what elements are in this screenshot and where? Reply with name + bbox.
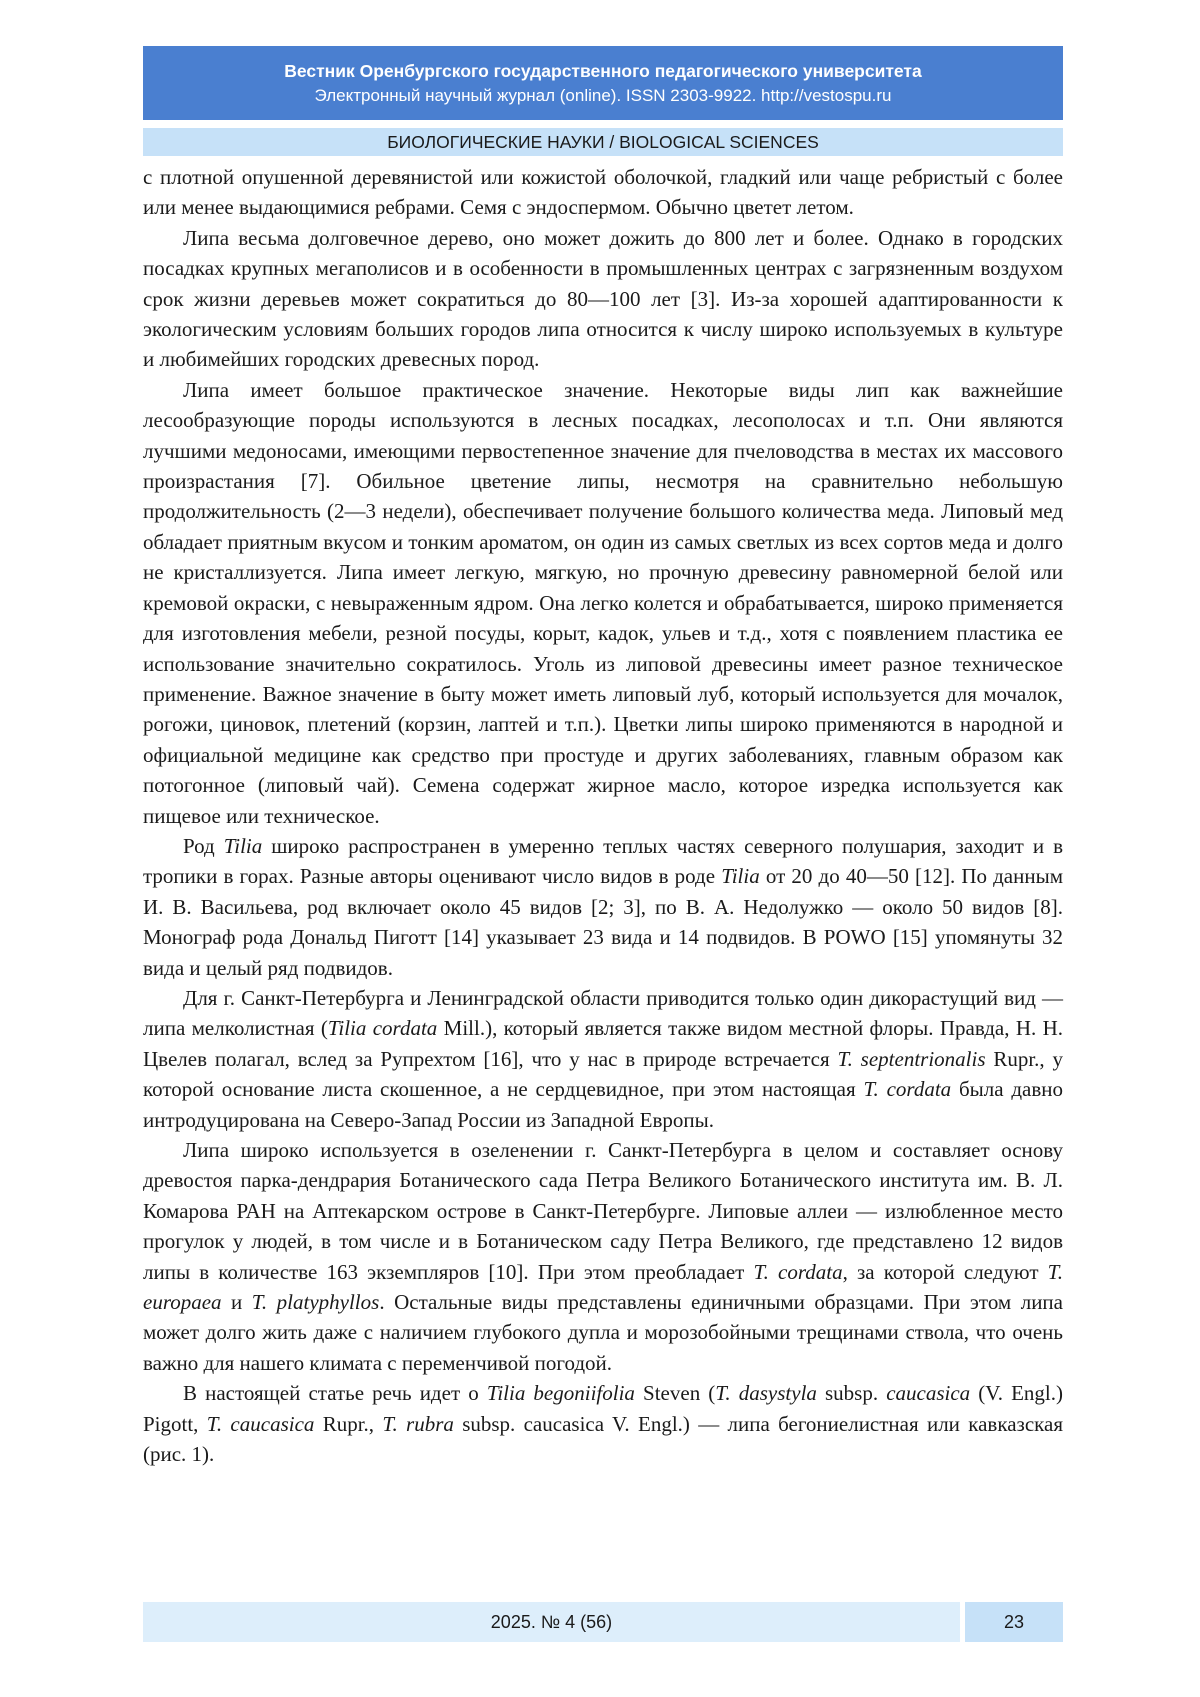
text-run: Rupr., xyxy=(314,1411,383,1436)
taxon-name: Tilia xyxy=(223,833,263,858)
paragraph: Липа имеет большое практическое значение. Некоторые виды лип как важнейшие лесообразующие породы используются в лесных посадках, лесополосах и т.п. Они являются лучшими медоносами, имеющими первостепенное значение для пчеловодства в местах их массового произрастания [7]. Обильное цветение липы, несмотря на сравнительно небольшую продолжительность (2—3 недели), обеспечивает получение большого количества меда. Липовый мед обладает приятным вкусом и тонким ароматом, он один из самых светлых из всех сортов меда и долго не кристаллизуется. Липа имеет легкую, мягкую, но прочную древесину равномерной белой или кремовой окраски, с невыраженным ядром. Она легко колется и обрабатывается, широко применяется для изготовления мебели, резной посуды, корыт, кадок, ульев и т.д., хотя с появлением пластика ее использование значительно сократилось. Уголь из липовой древесины имеет разное техническое применение. Важное значение в быту может иметь липовый луб, который используется для мочалок, рогожи, циновок, плетений (корзин, лаптей и т.п.). Цветки липы широко применяются в народной и официальной медицине как средство при простуде и других заболеваниях, главным образом как потогонное (липовый чай). Семена содержат жирное масло, которое изредка используется как пищевое или техническое. xyxy=(143,377,1063,828)
issue-footer: 2025. № 4 (56) xyxy=(143,1602,960,1642)
taxon-name: T. rubra xyxy=(382,1411,454,1436)
taxon-name: T. septentrionalis xyxy=(837,1046,986,1071)
taxon-name: Tilia xyxy=(721,864,760,889)
text-run: Липа широко используется в озеленении г. Санкт-Петербурга в целом и составляет основу древостоя парка-дендрария Ботанического сада Петра Великого Ботанического института им. В. Л. Комарова РАН на Аптекарском острове в Санкт-Петербурге. Липовые аллеи — излюбленное место прогулок у людей, в том числе и в Ботаническом саду Петра Великого, где представлено 12 видов липы в количестве 163 экземпляров [10]. При этом преобладает xyxy=(143,1138,1063,1284)
taxon-name: Tilia begoniifolia xyxy=(486,1381,635,1406)
taxon-name: T. cordata xyxy=(753,1259,843,1284)
taxon-name: T. cordata xyxy=(863,1077,952,1102)
text-run: была давно интродуцирована на Северо-Запад России из Западной Европы. xyxy=(143,1077,1063,1132)
taxon-name: T. europaea xyxy=(143,1259,1064,1315)
journal-title: Вестник Оренбургского государственного педагогического университета xyxy=(284,61,922,81)
text-run: (V. Engl.) Pigott, xyxy=(143,1381,1063,1436)
text-run: Mill.), который является также видом местной флоры. Правда, Н. Н. Цвелев полагал, вслед за Рупрехтом [16], что у нас в природе встречается xyxy=(143,1016,1063,1071)
taxon-name: caucasica xyxy=(886,1381,971,1406)
paragraph xyxy=(143,1378,1063,1469)
taxon-name: T. dasystyla xyxy=(715,1381,817,1406)
paragraph xyxy=(143,983,1063,1135)
text-run: subsp. caucasica V. Engl.) — липа бегониелистная или кавказская (рис. 1). xyxy=(143,1411,1064,1467)
text-run: . Остальные виды представлены единичными образцами. При этом липа может долго жить даже с наличием глубокого дупла и морозобойными трещинами ствола, что очень важно для нашего климата с переменчивой погодой. xyxy=(143,1290,1063,1375)
text-run: В настоящей статье речь идет о xyxy=(183,1381,487,1406)
text-run: Rupr., у которой основание листа скошенное, а не сердцевидное, при этом настоящая xyxy=(143,1046,1064,1102)
taxon-name: Tilia cordata xyxy=(327,1016,438,1041)
paragraph: Липа весьма долговечное дерево, оно может дожить до 800 лет и более. Однако в городских посадках крупных мегаполисов и в особенности в промышленных центрах с загрязненным воздухом срок жизни деревьев может сократиться до 80—100 лет [3]. Из-за хорошей адаптированности к экологическим условиям больших городов липа относится к числу широко используемых в культуре и любимейших городских древесных пород. xyxy=(143,225,1063,372)
journal-header xyxy=(143,46,1063,120)
taxon-name: T. platyphyllos xyxy=(251,1290,380,1315)
journal-subtitle: Электронный научный журнал (online). ISSN 2303-9922. http://vestospu.ru xyxy=(314,86,892,105)
text-run: широко распространен в умеренно теплых частях северного полушария, заходит и в тропики в горах. Разные авторы оценивают число видов в роде xyxy=(143,833,1063,889)
article-body xyxy=(143,162,1063,1469)
text-run: subsp. xyxy=(816,1381,887,1406)
text-run: Steven ( xyxy=(634,1381,716,1406)
page-number: 23 xyxy=(965,1602,1063,1642)
text-run: , за которой следуют xyxy=(842,1259,1048,1284)
taxon-name: T. caucasica xyxy=(206,1411,315,1436)
text-run: от 20 до 40—50 [12]. По данным И. В. Васильева, род включает около 45 видов [2; 3], по В. А. Недолужко — около 50 видов [8]. Монограф рода Дональд Пиготт [14] указывает 23 вида и 14 подвидов. В POWO [15] упомянуты 32 вида и целый ряд подвидов. xyxy=(143,864,1063,980)
paragraph xyxy=(143,831,1063,983)
paragraph: с плотной опушенной деревянистой или кожистой оболочкой, гладкий или чаще ребристый с более или менее выдающимися ребрами. Семя с эндоспермом. Обычно цветет летом. xyxy=(143,165,1063,220)
text-run: Род xyxy=(183,833,224,858)
section-heading: БИОЛОГИЧЕСКИЕ НАУКИ / BIOLOGICAL SCIENCES xyxy=(143,128,1063,156)
text-run: и xyxy=(221,1290,252,1315)
paragraph xyxy=(143,1135,1063,1378)
text-run: Для г. Санкт-Петербурга и Ленинградской области приводится только один дикорастущий вид — липа мелколистная ( xyxy=(143,985,1063,1041)
